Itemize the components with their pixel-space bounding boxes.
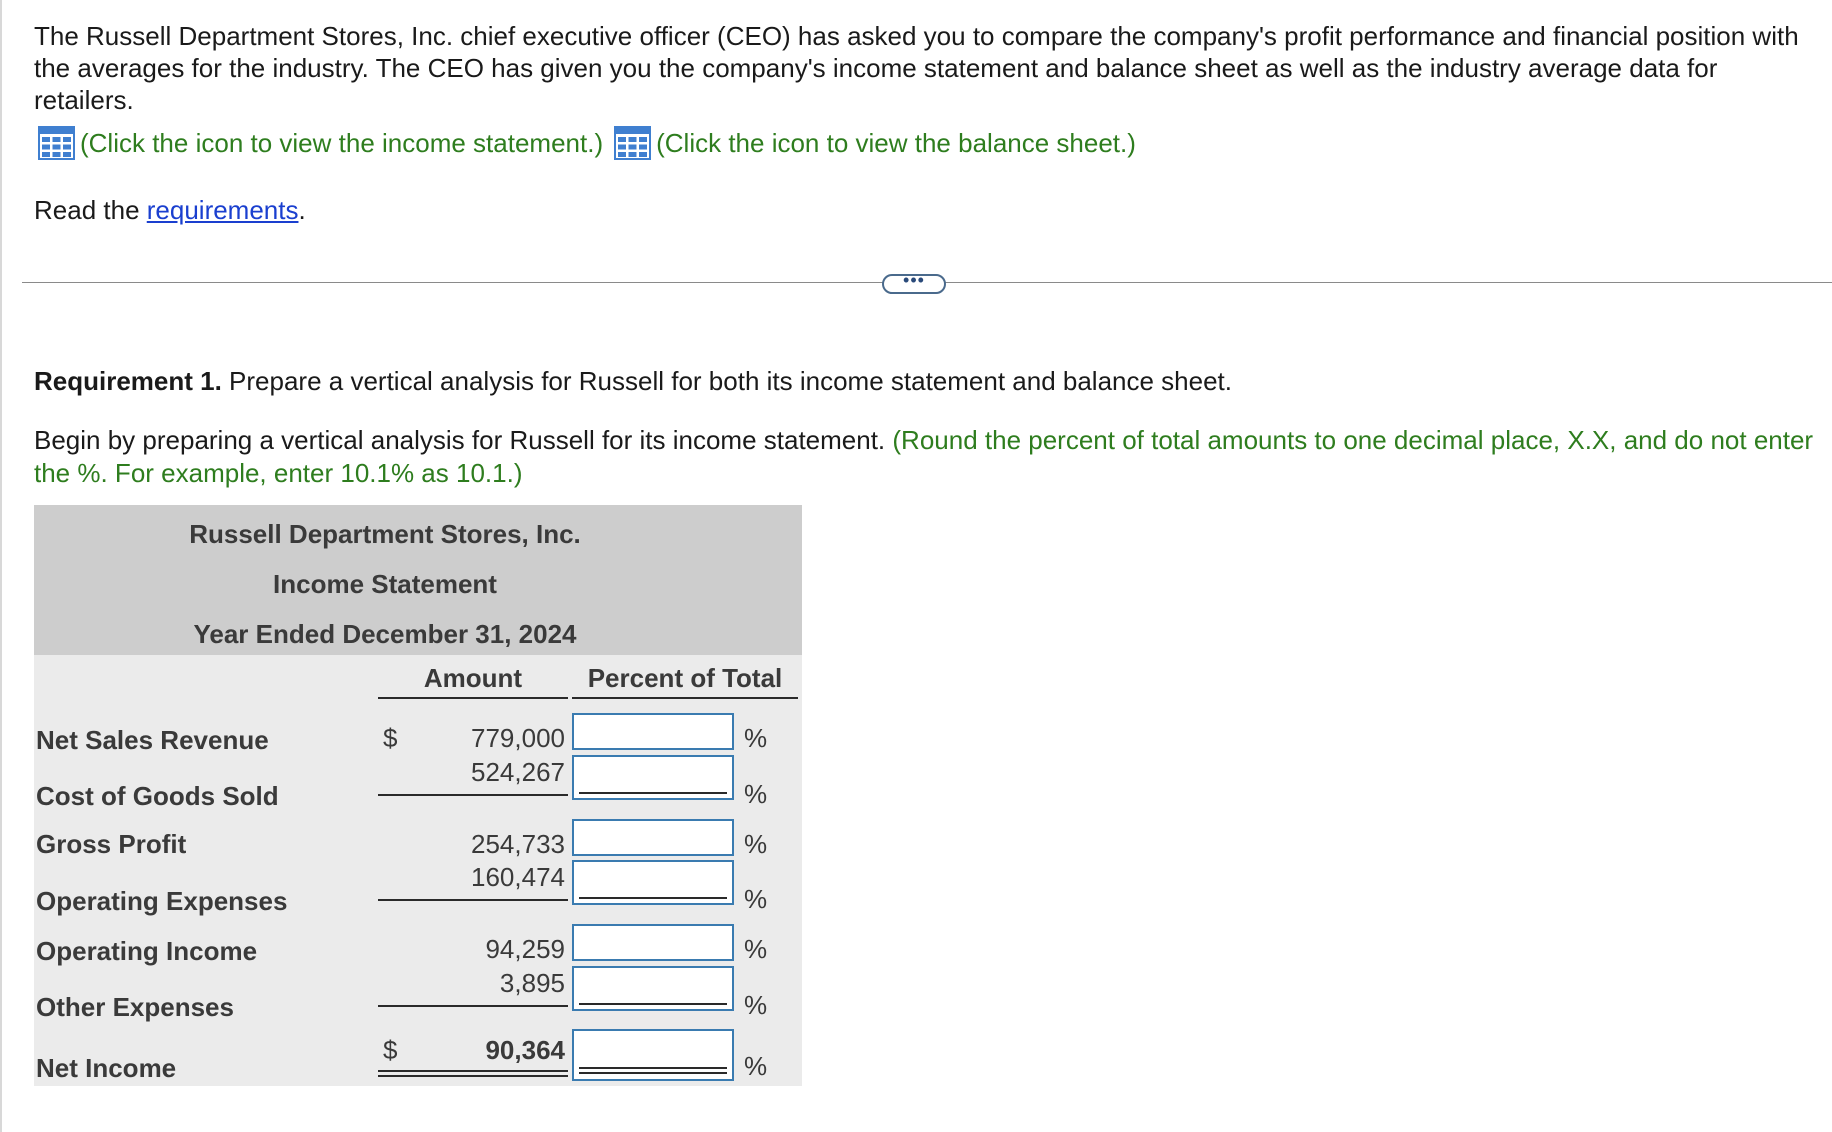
percent-input-gross-profit[interactable] — [572, 819, 734, 856]
cogs-percent-underline — [579, 792, 727, 794]
row-label-operating-expenses: Operating Expenses — [36, 886, 288, 916]
statement-header — [34, 505, 802, 655]
balance-sheet-link[interactable]: (Click the icon to view the balance sheet.) — [656, 127, 1136, 158]
percent-sign-other-expenses: % — [744, 990, 768, 1020]
row-label-operating-income: Operating Income — [36, 936, 258, 966]
opex-percent-underline — [579, 897, 727, 899]
percent-column-header: Percent of Total — [587, 663, 783, 693]
amount-other-expenses: 3,895 — [499, 968, 565, 998]
percent-sign-net-income: % — [744, 1051, 768, 1081]
income-statement-grid-icon[interactable] — [38, 126, 75, 160]
amount-operating-expenses: 160,474 — [471, 862, 565, 892]
statement-title: Income Statement — [273, 569, 497, 599]
net-income-percent-double-underline — [579, 1067, 727, 1074]
requirement-label: Requirement 1. — [34, 366, 222, 396]
statement-links — [38, 126, 1147, 160]
company-name: Russell Department Stores, Inc. — [189, 519, 581, 549]
rounding-hint: (Round the percent of total amounts to one decimal place, X.X, and do not enter the %. For example, enter 10.1% as 10.1.) — [34, 425, 1814, 488]
amount-net-sales: 779,000 — [471, 723, 565, 753]
amount-gross-profit: 254,733 — [471, 829, 565, 859]
amount-cogs: 524,267 — [471, 757, 565, 787]
percent-sign-operating-income: % — [744, 934, 768, 964]
currency-net-income: $ — [383, 1035, 398, 1065]
instruction-main: Begin by preparing a vertical analysis for Russell for its income statement. — [34, 425, 893, 455]
read-prefix: Read the — [34, 195, 147, 225]
percent-sign-net-sales: % — [744, 723, 768, 753]
statement-period: Year Ended December 31, 2024 — [193, 619, 577, 649]
amount-net-income: 90,364 — [485, 1035, 565, 1065]
other-exp-amount-underline — [378, 1005, 568, 1007]
opex-amount-underline — [378, 899, 568, 901]
row-label-net-income: Net Income — [36, 1053, 177, 1083]
row-label-other-expenses: Other Expenses — [36, 992, 234, 1022]
percent-input-net-sales[interactable] — [572, 713, 734, 750]
requirement-heading — [34, 366, 1232, 397]
amount-column-header: Amount — [423, 663, 523, 693]
read-suffix: . — [298, 195, 306, 225]
percent-input-operating-income[interactable] — [572, 924, 734, 961]
amount-operating-income: 94,259 — [485, 934, 565, 964]
problem-intro: The Russell Department Stores, Inc. chief executive officer (CEO) has asked you to compare the company's profit performance and financial position with the averages for the industry. The CEO has given you the company's income statement and balance sheet as well as the industry average data for retailers. — [34, 21, 1799, 115]
cogs-amount-underline — [378, 794, 568, 796]
percent-sign-gross-profit: % — [744, 829, 768, 859]
net-income-amount-double-underline — [378, 1070, 568, 1077]
currency-net-sales: $ — [383, 723, 398, 753]
percent-header-rule — [572, 697, 798, 699]
requirement-text: Prepare a vertical analysis for Russell for both its income statement and balance sheet. — [221, 366, 1233, 396]
balance-sheet-grid-icon[interactable] — [614, 126, 651, 160]
row-label-net-sales: Net Sales Revenue — [36, 725, 269, 755]
percent-sign-operating-expenses: % — [744, 884, 768, 914]
income-statement-link[interactable]: (Click the icon to view the income statement.) — [80, 127, 604, 158]
row-label-gross-profit: Gross Profit — [36, 829, 187, 859]
instruction-text — [34, 424, 1824, 490]
read-requirements — [34, 195, 306, 226]
income-statement-table — [34, 505, 802, 1086]
percent-sign-cogs: % — [744, 779, 768, 809]
amount-header-rule — [378, 697, 568, 699]
expand-ellipsis-button[interactable]: ••• — [882, 274, 946, 294]
requirements-link[interactable]: requirements — [146, 195, 299, 225]
left-border — [0, 0, 2, 1132]
other-exp-percent-underline — [579, 1003, 727, 1005]
row-label-cogs: Cost of Goods Sold — [36, 781, 279, 811]
